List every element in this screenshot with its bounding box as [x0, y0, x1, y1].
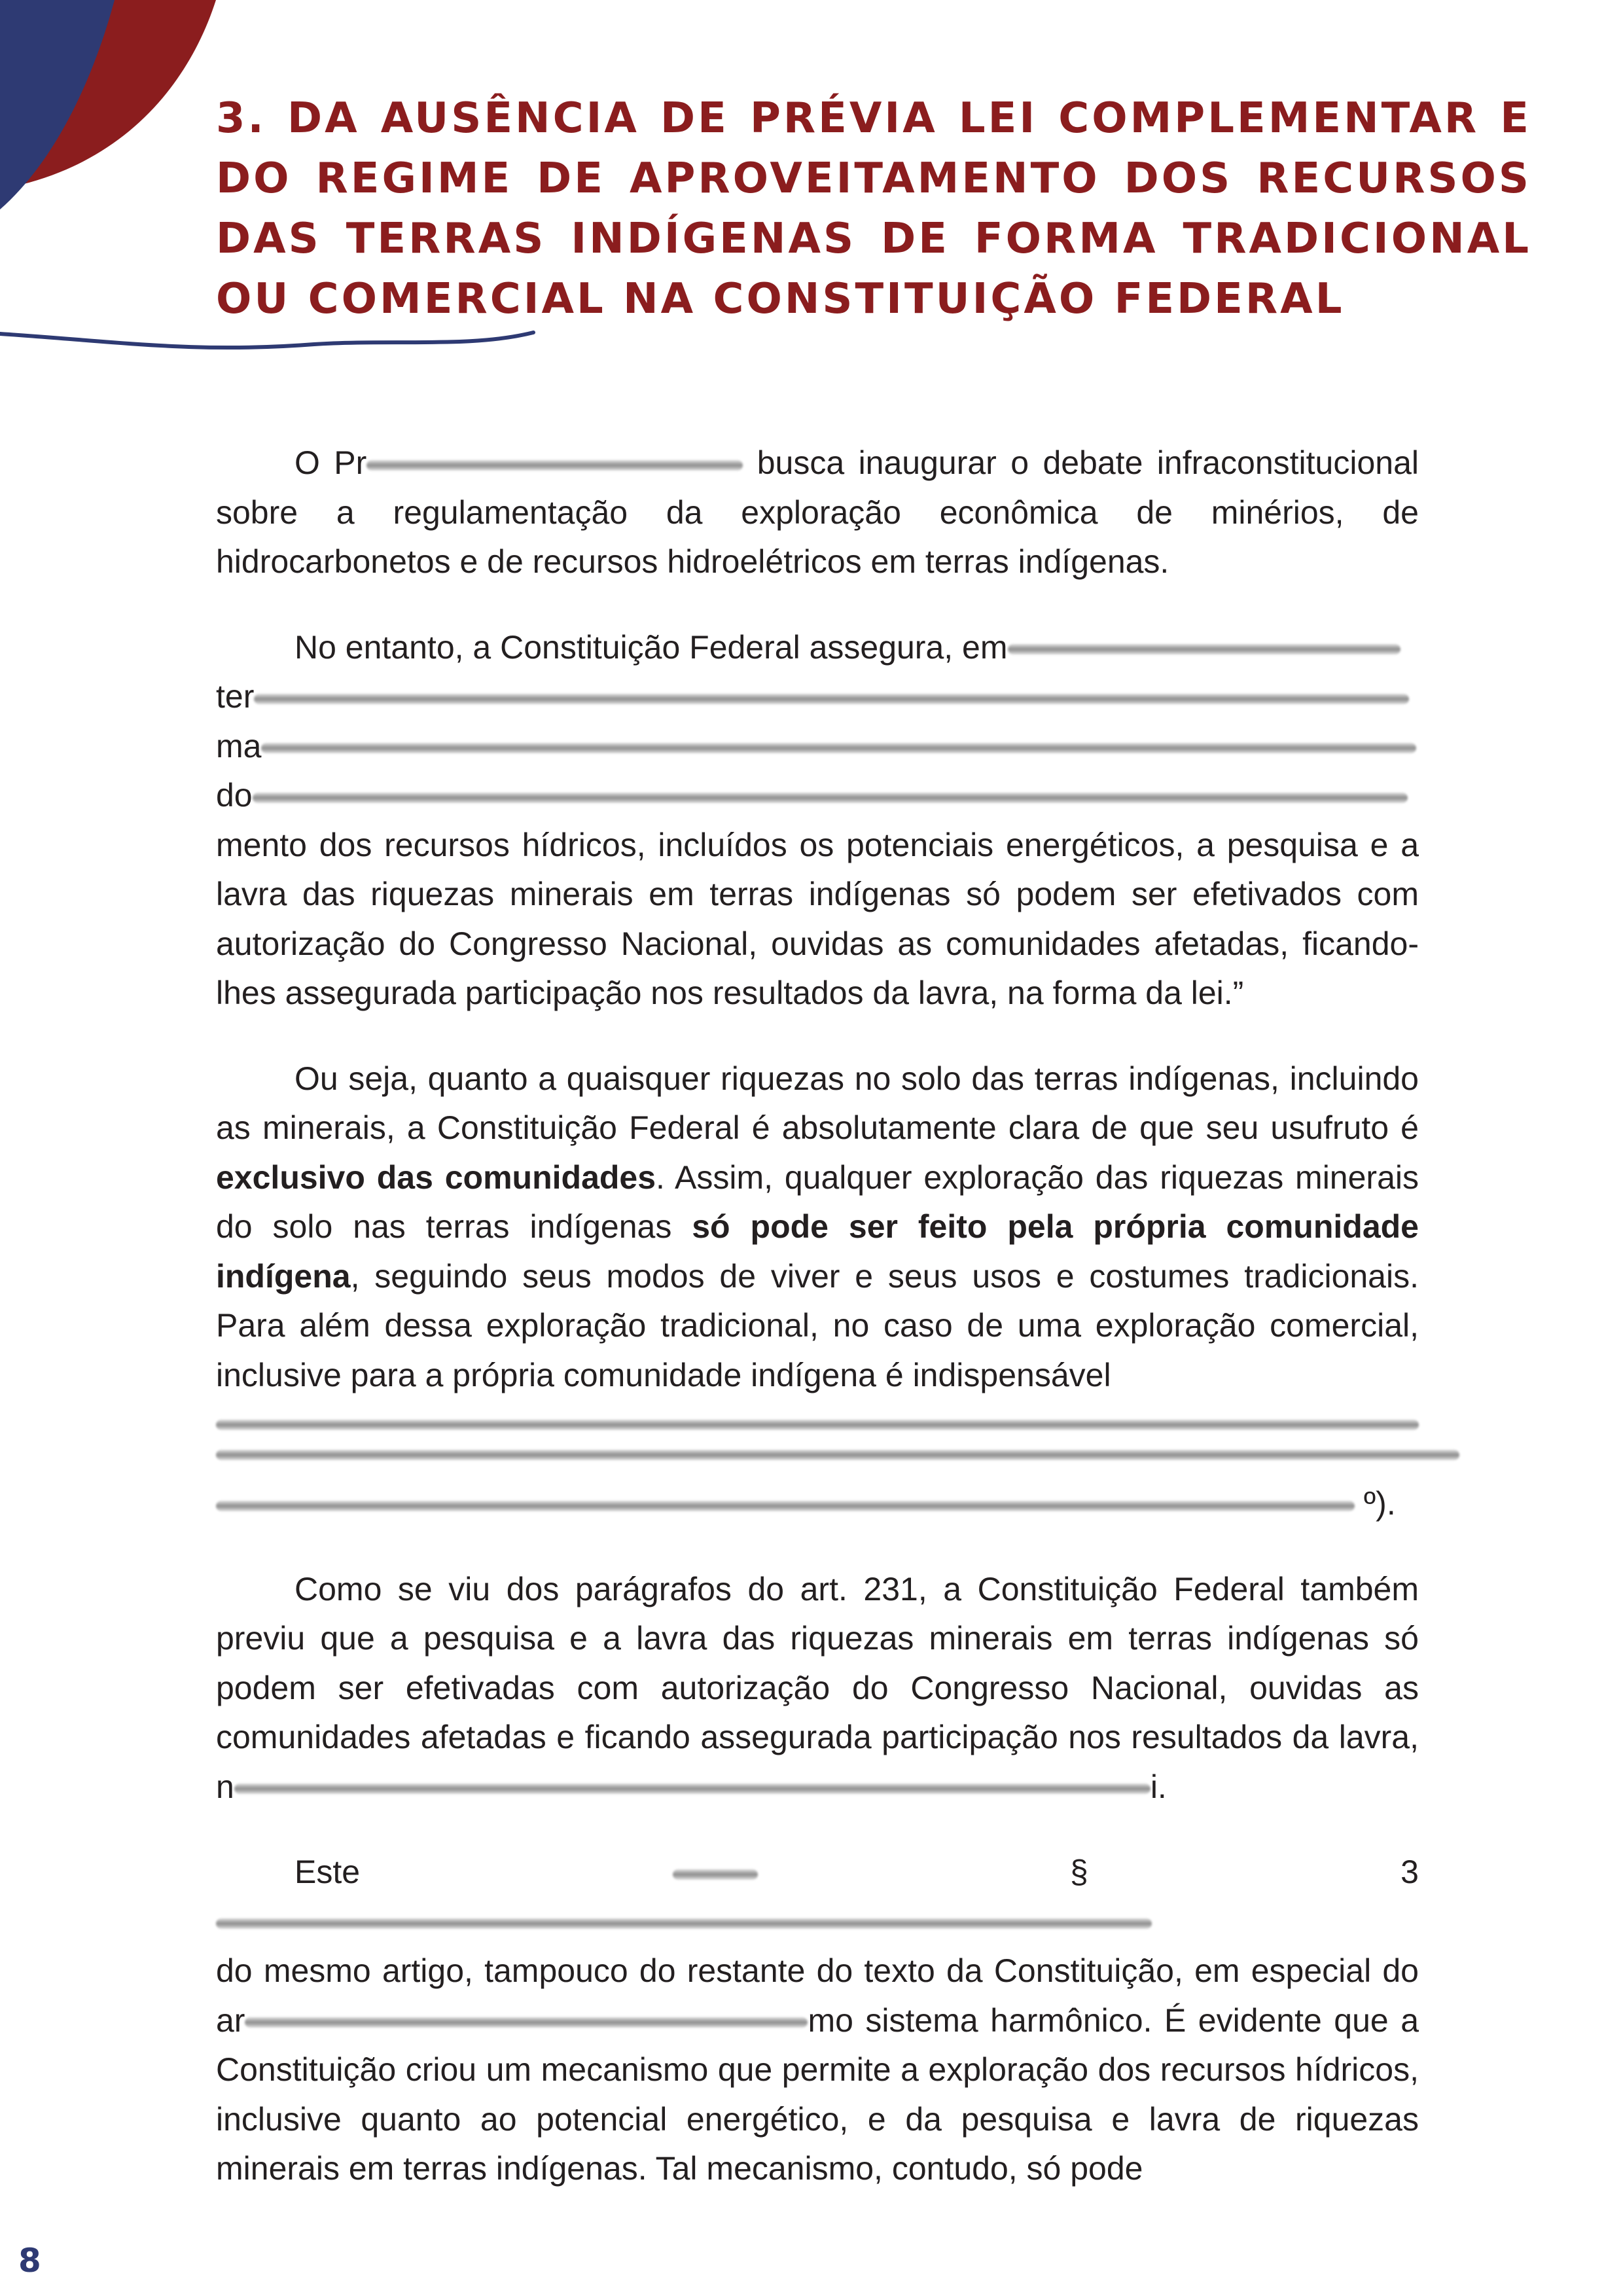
paragraph-1-start: O Pr: [294, 444, 367, 481]
page-number: 8: [18, 2242, 41, 2280]
redaction: [216, 1450, 1459, 1460]
redaction: [673, 1869, 758, 1880]
paragraph-2-line4: do: [216, 777, 253, 814]
paragraph-5-text: mo sistema harmônico. É evidente que a Constituição criou um mecanismo que permite a exploração dos recursos hídricos, inclusive quanto ao potencial energético, e da pesquisa e lavra de riquezas minerais em terras indígenas. Tal mecanismo, contudo, só pode: [216, 2001, 1419, 2187]
redaction: [1008, 644, 1400, 655]
paragraph-3-text-3: , seguindo seus modos de viver e seus usos e costumes tradicionais. Para além dessa exploração tradicional, no caso de uma exploração comercial, inclusive para a própria comunidade indígena é indispensável: [216, 1257, 1419, 1393]
redaction: [234, 1784, 1150, 1794]
paragraph-1-text: busca inaugurar o debate infraconstitucional sobre a regulamentação da exploração econômica de minérios, de hidrocarbonetos e de recursos hidroelétricos em terras indígenas.: [216, 444, 1419, 580]
paragraph-1: [216, 439, 1419, 587]
section-title: 3. DA AUSÊNCIA DE PRÉVIA LEI COMPLEMENTAR E DO REGIME DE APROVEITAMENTO DOS RECURSOS DAS TERRAS INDÍGENAS DE FORMA TRADICIONAL OU COMERCIAL NA CONSTITUIÇÃO FEDERAL: [216, 94, 1531, 323]
redaction: [366, 460, 743, 471]
redaction: [216, 1501, 1355, 1511]
paragraph-4-text: Como se viu dos parágrafos do art. 231, a Constituição Federal também previu que a pesquisa e a lavra das riquezas minerais em terras indígenas só podem ser efetivadas com autorização do Congresso Nacional, ouvidas as comunidades afetadas e ficando assegurada participação nos resultados da lavra, n: [216, 1570, 1419, 1805]
body-text: [216, 439, 1419, 2230]
paragraph-2-start: No entanto, a Constituição Federal assegura, em: [294, 628, 1008, 666]
paragraph-2-line2: ter: [216, 678, 255, 715]
paragraph-3-end: º).: [1363, 1485, 1396, 1522]
paragraph-5-start: Este: [294, 1854, 361, 1890]
paragraph-4-end: i.: [1150, 1768, 1167, 1805]
paragraph-3: [216, 1054, 1419, 1529]
paragraph-5-mid: § 3: [1069, 1854, 1419, 1890]
paragraph-3-text-2: . Assim, qualquer exploração das riquezas minerais do solo nas terras indígenas: [216, 1158, 1419, 1245]
redaction: [216, 1420, 1419, 1430]
paragraph-3-text-1: Ou seja, quanto a quaisquer riquezas no solo das terras indígenas, incluindo as minerais, a Constituição Federal é absolutamente clara de que seu usufruto é: [216, 1060, 1419, 1146]
redaction: [254, 694, 1409, 704]
corner-decoration: [0, 0, 223, 223]
paragraph-2-line3: ma: [216, 727, 262, 764]
paragraph-2-text: mento dos recursos hídricos, incluídos os potenciais energéticos, a pesquisa e a lavra das riquezas minerais em terras indígenas só podem ser efetivados com autorização do Congresso Nacional, ouvidas as comunidades afetadas, ficando-lhes assegurada participação nos resultados da lavra, na forma da lei.”: [216, 826, 1419, 1011]
paragraph-5: [216, 1848, 1419, 2194]
paragraph-4: [216, 1565, 1419, 1812]
paragraph-3-emphasis-1: exclusivo das comunidades: [216, 1158, 656, 1196]
redaction: [253, 793, 1408, 803]
redaction: [216, 1918, 1152, 1929]
redaction: [245, 2017, 808, 2028]
paragraph-5-line2: do mesmo artigo, tampouco do restante do texto da Constituição, em especial do ar: [216, 1952, 1419, 2039]
paragraph-3-emphasis-2: só pode ser feito pela própria comunidade indígena: [216, 1208, 1419, 1295]
paragraph-2: [216, 623, 1419, 1018]
redaction: [261, 743, 1416, 753]
